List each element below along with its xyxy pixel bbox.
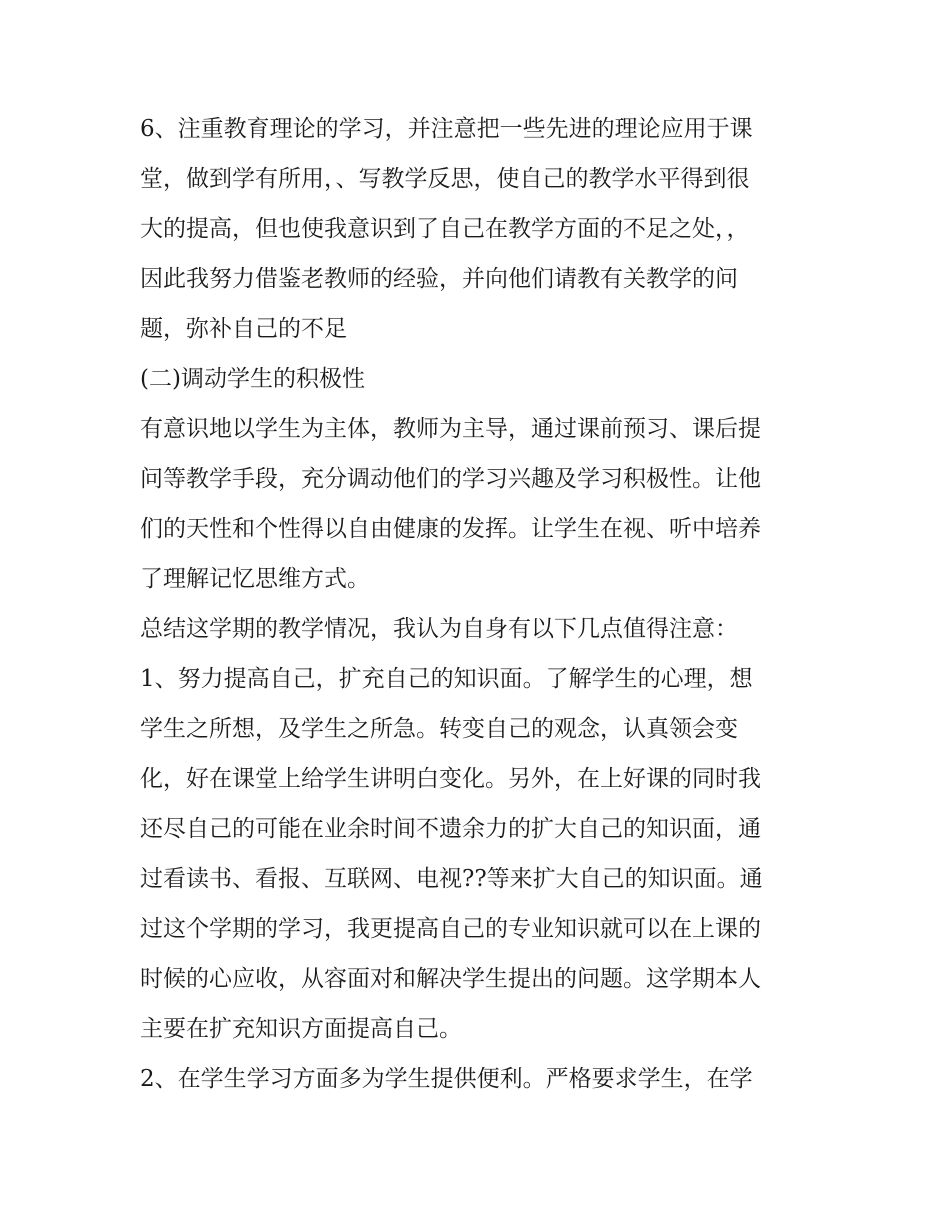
text-line: 因此我努力借鉴老教师的经验，并向他们请教有关教学的问 <box>140 266 738 292</box>
text-line: 总结这学期的教学情况，我认为自身有以下几点值得注意： <box>140 616 738 642</box>
text-line: 了理解记忆思维方式。 <box>140 566 370 592</box>
text-line: 有意识地以学生为主体，教师为主导，通过课前预习、课后提 <box>140 416 761 442</box>
section-heading: (二)调动学生的积极性 <box>140 366 365 392</box>
text-line: 6、注重教育理论的学习，并注意把一些先进的理论应用于课 <box>140 116 753 142</box>
text-line: 过看读书、看报、互联网、电视??等来扩大自己的知识面。通 <box>140 866 763 892</box>
document-body <box>140 104 820 1104</box>
text-line: 题，弥补自己的不足 <box>140 316 347 342</box>
text-line: 们的天性和个性得以自由健康的发挥。让学生在视、听中培养 <box>140 516 761 542</box>
text-line: 时候的心应收，从容面对和解决学生提出的问题。这学期本人 <box>140 966 761 992</box>
text-line: 2、在学生学习方面多为学生提供便利。严格要求学生，在学 <box>140 1066 753 1092</box>
text-line: 1、努力提高自己，扩充自己的知识面。了解学生的心理，想 <box>140 666 753 692</box>
text-line: 问等教学手段，充分调动他们的学习兴趣及学习积极性。让他 <box>140 466 761 492</box>
text-line: 化，好在课堂上给学生讲明白变化。另外，在上好课的同时我 <box>140 766 761 792</box>
text-line: 过这个学期的学习，我更提高自己的专业知识就可以在上课的 <box>140 916 761 942</box>
text-line: 还尽自己的可能在业余时间不遗余力的扩大自己的知识面，通 <box>140 816 761 842</box>
text-line: 学生之所想，及学生之所急。转变自己的观念，认真领会变 <box>140 716 738 742</box>
text-line: 主要在扩充知识方面提高自己。 <box>140 1016 462 1042</box>
text-line: 大的提高，但也使我意识到了自己在教学方面的不足之处，， <box>140 216 750 242</box>
text-line: 堂，做到学有所用，、写教学反思，使自己的教学水平得到很 <box>140 166 750 192</box>
